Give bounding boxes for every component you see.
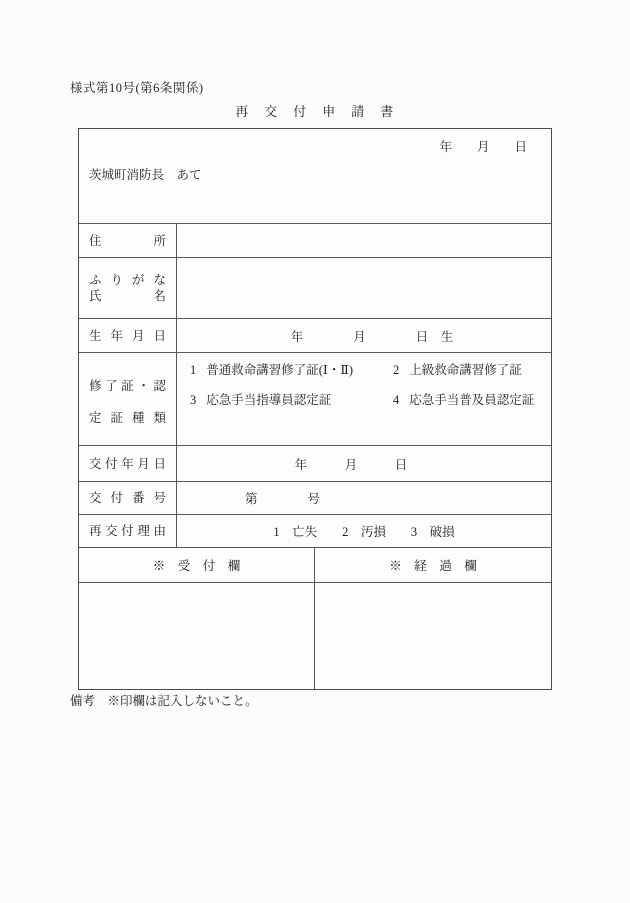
option-3-number: 3 bbox=[190, 393, 197, 407]
reception-column-header: ※ 受 付 欄 bbox=[79, 548, 315, 582]
issue-date-label-cell bbox=[79, 446, 177, 481]
address-label-cell bbox=[79, 224, 177, 257]
issue-date-row bbox=[79, 446, 551, 482]
certificate-type-value-cell bbox=[177, 353, 551, 445]
certificate-option-3 bbox=[190, 385, 393, 415]
birthdate-value-cell: 年 月 日 生 bbox=[290, 329, 454, 344]
certificate-options bbox=[190, 355, 551, 415]
issue-number-label: 交付番号 bbox=[89, 491, 166, 505]
furigana-name-value-cell bbox=[177, 258, 551, 318]
birthdate-label-cell bbox=[79, 319, 177, 352]
option-2-text: 上級救命講習修了証 bbox=[409, 363, 522, 377]
certificate-option-4 bbox=[393, 385, 551, 415]
option-4-text: 応急手当普及員認定証 bbox=[409, 393, 535, 407]
issue-number-value-cell: 第 号 bbox=[245, 492, 321, 506]
certificate-type-label-line2: 定証種類 bbox=[89, 411, 166, 425]
certificate-option-2 bbox=[393, 355, 551, 385]
reissue-reason-value-cell: 1 亡失 2 汚損 3 破損 bbox=[273, 525, 455, 539]
footer-note: 備考 ※印欄は記入しないこと。 bbox=[70, 694, 258, 708]
address-value-cell bbox=[177, 224, 551, 257]
certificate-option-1 bbox=[190, 355, 393, 385]
progress-column-header: ※ 経 過 欄 bbox=[389, 559, 477, 573]
birthdate-row bbox=[79, 319, 551, 353]
option-3-text: 応急手当指導員認定証 bbox=[206, 393, 332, 407]
application-date-field: 年 月 日 bbox=[439, 140, 527, 154]
certificate-type-row bbox=[79, 353, 551, 446]
address-label: 住所 bbox=[89, 233, 166, 248]
progress-column-box bbox=[315, 583, 551, 689]
address-row bbox=[79, 224, 551, 258]
birthdate-label: 生年月日 bbox=[89, 328, 166, 343]
application-form-table bbox=[78, 128, 552, 690]
furigana-label: ふりがな bbox=[89, 273, 166, 287]
reissue-reason-row bbox=[79, 515, 551, 548]
reissue-reason-label: 再交付理由 bbox=[89, 524, 166, 538]
issue-number-label-cell bbox=[79, 482, 177, 514]
name-label: 氏名 bbox=[89, 289, 166, 303]
option-2-number: 2 bbox=[393, 363, 400, 377]
reissue-reason-label-cell bbox=[79, 515, 177, 547]
option-4-number: 4 bbox=[393, 393, 400, 407]
page-title: 再 交 付 申 請 書 bbox=[235, 104, 395, 119]
option-1-number: 1 bbox=[190, 363, 197, 377]
furigana-name-label-cell bbox=[79, 258, 177, 318]
issue-number-row bbox=[79, 482, 551, 515]
office-use-header-row bbox=[79, 548, 551, 583]
addressee-line: 茨城町消防長 あて bbox=[89, 168, 202, 182]
option-1-text: 普通救命講習修了証(Ⅰ・Ⅱ) bbox=[206, 363, 354, 377]
header-box bbox=[79, 129, 551, 224]
form-number: 様式第10号(第6条関係) bbox=[70, 81, 204, 95]
reception-column-box bbox=[79, 583, 315, 689]
certificate-type-label-line1: 修了証・認 bbox=[89, 379, 166, 393]
issue-date-label: 交付年月日 bbox=[89, 456, 166, 471]
issue-date-value-cell: 年 月 日 bbox=[294, 457, 408, 472]
certificate-type-label-cell bbox=[79, 353, 177, 445]
office-use-body-row bbox=[79, 583, 551, 689]
furigana-name-row bbox=[79, 258, 551, 319]
